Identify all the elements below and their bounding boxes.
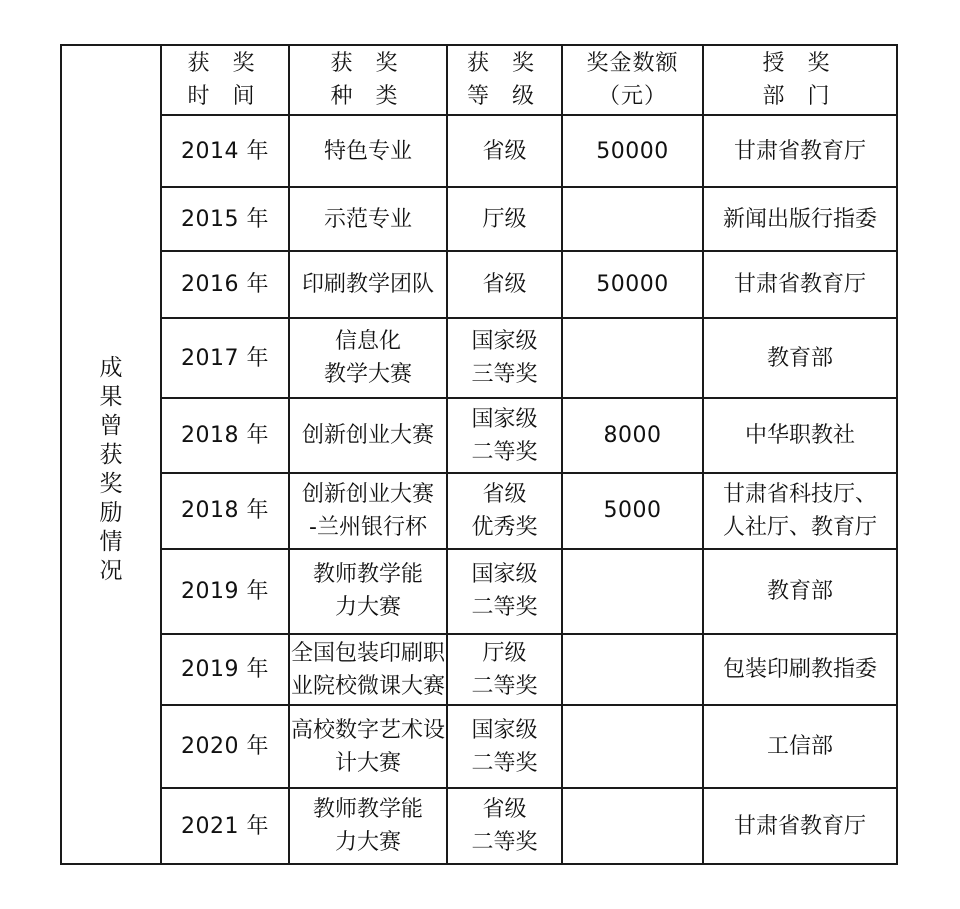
header-award-amount: 奖金数额 （元） xyxy=(562,45,703,115)
award-dept-cell: 包装印刷教指委 xyxy=(703,634,897,706)
header-award-type: 获 奖 种 类 xyxy=(289,45,447,115)
award-level-cell: 国家级 二等奖 xyxy=(447,549,562,634)
award-amount-cell xyxy=(562,788,703,864)
table-row xyxy=(61,398,897,473)
award-amount-cell xyxy=(562,705,703,788)
award-dept-cell: 新闻出版行指委 xyxy=(703,187,897,251)
award-type-cell: 创新创业大赛 xyxy=(289,398,447,473)
award-type-cell: 信息化 教学大赛 xyxy=(289,318,447,399)
award-level-cell: 厅级 xyxy=(447,187,562,251)
side-label-cell xyxy=(61,45,161,864)
table-row xyxy=(61,318,897,399)
table-row xyxy=(61,788,897,864)
award-amount-cell xyxy=(562,549,703,634)
header-award-level: 获 奖 等 级 xyxy=(447,45,562,115)
awards-table-body xyxy=(61,45,897,864)
header-award-time: 获 奖 时 间 xyxy=(161,45,289,115)
award-dept-cell: 甘肃省教育厅 xyxy=(703,251,897,318)
award-type-cell: 高校数字艺术设 计大赛 xyxy=(289,705,447,788)
award-year-cell: 2014 年 xyxy=(161,115,289,188)
award-level-cell: 国家级 三等奖 xyxy=(447,318,562,399)
award-year-cell: 2018 年 xyxy=(161,398,289,473)
award-dept-cell: 教育部 xyxy=(703,549,897,634)
award-year-cell: 2016 年 xyxy=(161,251,289,318)
award-level-cell: 国家级 二等奖 xyxy=(447,705,562,788)
header-award-dept: 授 奖 部 门 xyxy=(703,45,897,115)
award-type-cell: 教师教学能 力大赛 xyxy=(289,788,447,864)
award-amount-cell xyxy=(562,187,703,251)
award-year-cell: 2015 年 xyxy=(161,187,289,251)
award-type-cell: 示范专业 xyxy=(289,187,447,251)
header-row xyxy=(61,45,897,115)
award-amount-cell xyxy=(562,634,703,706)
award-type-cell: 教师教学能 力大赛 xyxy=(289,549,447,634)
award-type-cell: 印刷教学团队 xyxy=(289,251,447,318)
side-label: 成果曾获奖励情况 xyxy=(99,355,123,584)
award-dept-cell: 甘肃省教育厅 xyxy=(703,788,897,864)
award-type-cell: 全国包装印刷职 业院校微课大赛 xyxy=(289,634,447,706)
award-year-cell: 2021 年 xyxy=(161,788,289,864)
award-year-cell: 2020 年 xyxy=(161,705,289,788)
award-level-cell: 省级 优秀奖 xyxy=(447,473,562,549)
table-row xyxy=(61,549,897,634)
table-row xyxy=(61,187,897,251)
award-dept-cell: 中华职教社 xyxy=(703,398,897,473)
award-amount-cell: 8000 xyxy=(562,398,703,473)
table-row xyxy=(61,705,897,788)
table-row xyxy=(61,473,897,549)
award-level-cell: 省级 xyxy=(447,251,562,318)
award-amount-cell: 5000 xyxy=(562,473,703,549)
award-amount-cell: 50000 xyxy=(562,115,703,188)
award-amount-cell xyxy=(562,318,703,399)
award-level-cell: 省级 二等奖 xyxy=(447,788,562,864)
award-level-cell: 国家级 二等奖 xyxy=(447,398,562,473)
award-level-cell: 省级 xyxy=(447,115,562,188)
award-type-cell: 特色专业 xyxy=(289,115,447,188)
award-dept-cell: 甘肃省教育厅 xyxy=(703,115,897,188)
award-dept-cell: 教育部 xyxy=(703,318,897,399)
award-year-cell: 2017 年 xyxy=(161,318,289,399)
table-row xyxy=(61,115,897,188)
award-year-cell: 2019 年 xyxy=(161,634,289,706)
table-row xyxy=(61,634,897,706)
award-amount-cell: 50000 xyxy=(562,251,703,318)
award-level-cell: 厅级 二等奖 xyxy=(447,634,562,706)
award-year-cell: 2019 年 xyxy=(161,549,289,634)
award-year-cell: 2018 年 xyxy=(161,473,289,549)
awards-table xyxy=(60,44,898,865)
award-type-cell: 创新创业大赛 -兰州银行杯 xyxy=(289,473,447,549)
award-dept-cell: 工信部 xyxy=(703,705,897,788)
award-dept-cell: 甘肃省科技厅、 人社厅、教育厅 xyxy=(703,473,897,549)
table-row xyxy=(61,251,897,318)
